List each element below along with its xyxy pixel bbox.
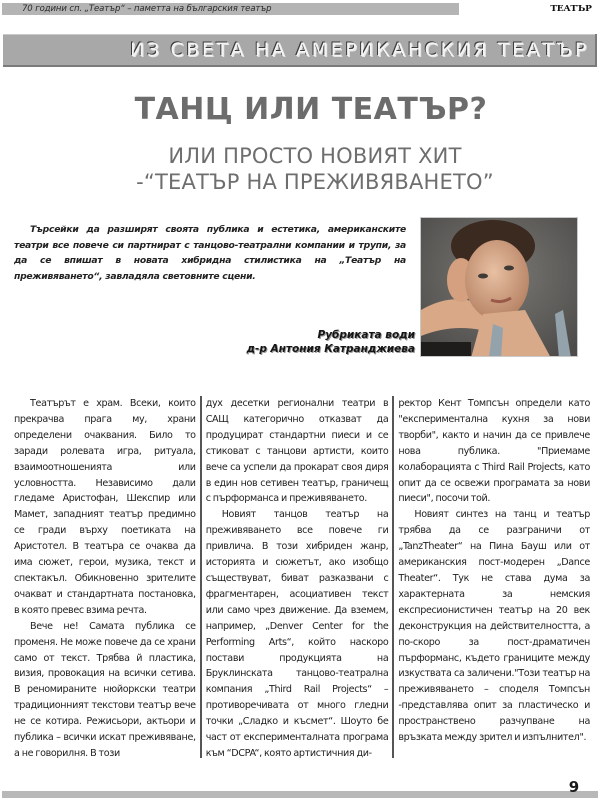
footer-bar [2,791,598,798]
article-lead: Търсейки да разширят своята публика и естетика, американските театри все повече си партнират с танцово-театрални компании и трупи, за да се впишат в новата хибридна стилистика на „Театър на преживяването“, завладяла световните сцени. [14,224,406,282]
portrait-image-icon [421,218,578,357]
running-header-bar [2,3,459,15]
section-banner [3,34,597,67]
running-header-text: 70 години сп. „Театър“ – паметта на българския театър [22,4,272,14]
column-1 [14,396,196,758]
portrait-photo [420,217,578,357]
subtitle-line-2: -“ТЕАТЪР НА ПРЕЖИВЯВАНЕТО” [136,170,494,194]
article-title: ТАНЦ ИЛИ ТЕАТЪР? [134,92,488,127]
page-number: 9 [568,778,580,796]
paragraph: Новият танцов театър на преживяването все повече ги привлича. В този хибриден жанр, историята и сюжетът, ако изобщо съществуват, биват разказвани с фрагментарен, асоциативен текст или само чрез движение. Да вземем, например, „Denver Center for the Performing Arts“, който наскоро постави продукцията на Бруклинската танцово-театрална компания „Third Rail Projects“ – противоречивата от много гледни точки „Сладко и късмет“. Шоуто бе част от експерименталната програма към “DCPA“, която артистичния ди- [205,509,389,759]
subtitle-line-1: ИЛИ ПРОСТО НОВИЯТ ХИТ [168,144,462,168]
paragraph: дух десетки регионални театри в САЩ категорично отказват да продуцират стандартни пиеси и се стиковат с танцови артисти, които вече са успели да прокарат своя диря в един нов сетивен театър, граничещ с пърформанса и преживяването. [205,398,389,505]
column-2 [206,396,389,758]
byline-caption: Рубриката води [317,329,415,341]
paragraph: ректор Кент Томпсън определи като "експериментална кухня за нови творби", както и начин да се привлече нова публика. "Приемаме колаборацията с Third Rail Projects, като опит да се освежи програмата за нови пиеси", посочи той. [398,398,590,505]
article-body [14,396,590,758]
article-subtitle [0,143,600,195]
paragraph: Новият синтез на танц и театър трябва да се разграничи от „TanzTheater“ на Пина Бауш или от американския пост-модерен „Dance Theater“. Тук не става дума за характерната за немския експресионистичен театър на 20 век деконструкция на действителността, а по-скоро за пост-драматичен пърформанс, където границите между изкуствата са заличени."Този театър на преживяването – споделя Томпсън -представлява опит за пластическо и пространствено разчупване на връзката между зрител и изпълнител". [398,509,590,744]
section-banner-text: ИЗ СВЕТА НА АМЕРИКАНСКИЯ ТЕАТЪР [130,39,589,61]
magazine-logo: ТЕАТЪР [550,4,592,14]
paragraph: Вече не! Самата публика се променя. Не може повече да се храни само от текст. Трябва й пластика, визия, провокация на всички сетива. В реномираните нюйоркски театри традиционният текстови театър вече не се котира. Режисьори, актьори и публика – всички искат преживяване, а не говорилня. В този [14,620,196,759]
byline-author: д-р Антония Катранджиева [246,343,415,355]
column-3 [398,396,590,758]
column-divider [392,396,394,758]
column-divider [200,396,202,758]
byline [247,328,415,356]
paragraph: Театърът е храм. Всеки, които прекрачва прага му, храни определени очаквания. Било то заради ролевата игра, ритуала, взаимоотношенията или условността. Независимо дали гледаме Аристофан, Шекспир или Мамет, западният театър предимно се гради върху поетиката на Аристотел. В театъра се очаква да има сюжет, герои, музика, текст и спектакъл. Обикновенно зрителите очакват и стандартната постановка, в която превес взима речта. [14,398,196,616]
